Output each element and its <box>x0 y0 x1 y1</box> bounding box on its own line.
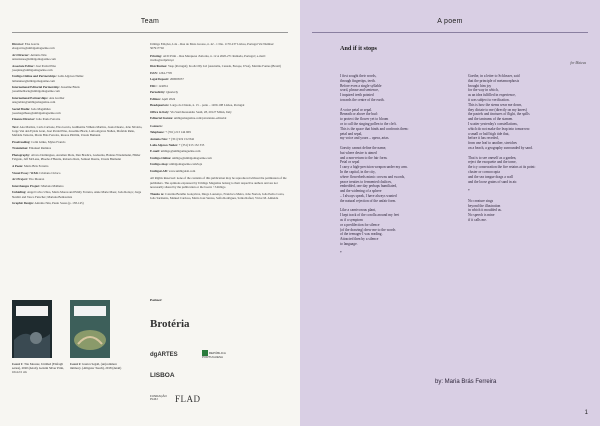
poem-byline: by: Maria Brás Ferreira <box>435 379 497 385</box>
credit-role: Translation: <box>12 146 30 151</box>
credit-entry <box>150 192 288 201</box>
credit-role: Office in Italy: <box>150 109 171 114</box>
credit-role: International Editorial Partnership: <box>12 85 61 90</box>
credit-value: António Néu <box>30 52 47 57</box>
credit-entry <box>150 116 288 120</box>
credit-role: Thanks to: <box>150 192 166 197</box>
credit-entry <box>150 149 288 153</box>
credit-role: Interchanges Project: <box>12 183 42 188</box>
credit-role: Contacts: <box>150 123 163 128</box>
poem-heading: A poem <box>437 18 463 25</box>
poem-dedication: for Mateus <box>570 61 586 65</box>
cover-2-image <box>70 300 110 358</box>
team-column-right <box>150 42 288 203</box>
publisher-address: Umbigo Edições, Lda – Rua do Mato Grosso, n. 42 - 1 Dto. 1170-237 Lisboa, Portugal Vat Number: 507917702 <box>150 42 275 51</box>
credit-value: António Néu, Paulo Sousa (p. 138-145) <box>34 201 84 206</box>
credit-role: E-mail: <box>150 149 161 154</box>
credit-entry <box>12 190 144 199</box>
credit-entry <box>150 137 288 141</box>
partner-label: Partner: <box>150 298 163 302</box>
credit-email: antonionea@umbigomagazine.com <box>12 57 56 62</box>
page-number: 1 <box>584 410 588 416</box>
poem-stanza: I first sought their words, through fingertips, teeth. Before even a single syllable word, phrase and sentence, I inquired teeth pointed towards the centre of the earth. <box>340 74 385 102</box>
credit-value: João Paulo Ferreira <box>36 117 61 122</box>
republica-portuguesa-logo <box>202 350 238 360</box>
credit-entry <box>150 110 288 114</box>
credit-entry <box>150 64 288 68</box>
credit-role: Finance Director: <box>12 117 37 122</box>
credit-entry <box>150 54 288 63</box>
staff-list <box>12 42 144 122</box>
credits-list <box>12 125 144 162</box>
credit-value: Josseline Black <box>60 85 80 90</box>
credit-entry <box>150 156 288 160</box>
credit-role: Edition: <box>150 96 162 101</box>
credit-entry <box>150 169 288 173</box>
heading-rule <box>12 32 288 33</box>
credit-entry <box>12 164 144 168</box>
credit-value: umbigo@umbigomagazine.com <box>160 149 201 154</box>
poem-stanza: A voice petal or sepal. Beneath or above the bud: to protect the flower yet to bloom or to call the singing pollen to the cleft. This is the space that binds and confronts them: petal and sepal, my voice and yours – opera, arias. <box>340 107 409 141</box>
rights-notice: All Rights Reserved: none of the contents of this publication may be reproduced without the permission of the publishers. The opinions expressed by Umbigo Magazine belong to their respective authors and are not necessarily shared by the publication or the board. ©Umbigo <box>150 176 287 189</box>
credit-role: Printing: <box>150 53 163 58</box>
poem-stanza: No creature sings beyond the illustration in which it moulded us. No speech is mine if it calls me. <box>468 198 502 222</box>
credit-value: 1264-7705 <box>158 70 173 75</box>
credit-role: Social Media: <box>12 106 31 111</box>
republica-portuguesa-label: REPÚBLICA PORTUGUESA <box>202 350 226 359</box>
flad-logo: FLAD <box>175 394 201 404</box>
credit-value: www.umbigolab.com <box>168 168 196 173</box>
lisboa-logo: LISBOA <box>150 372 175 379</box>
credit-role: Associate Editor: <box>12 63 36 68</box>
credit-role: Distribution: <box>150 64 168 69</box>
team-column-left <box>12 42 144 208</box>
cover-1-text: Tito Mouraz, Untitled (Enfragh series), 2020 (detail), Gelatin Silver Print, 10x12.5 cm <box>12 362 64 375</box>
credit-value: Largo do Chiado, n. 15 – patio – 1200-108 Lisboa, Portugal <box>170 103 245 108</box>
credit-role: ISSN: <box>150 70 159 75</box>
credit-entry <box>12 107 144 116</box>
credit-entry <box>12 96 144 105</box>
heading-rule <box>312 32 588 33</box>
credit-entry <box>12 53 144 62</box>
credit-role: Unfolding: <box>12 190 28 195</box>
credit-role: Proofreading: <box>12 139 32 144</box>
poem-page <box>300 0 600 426</box>
credit-value: umbigomagazine.com/pt/estatuto-editorial <box>173 116 227 121</box>
credit-email: josepina@umbigomagazine.com <box>12 67 53 72</box>
printing-info <box>150 54 288 121</box>
cover-2-art <box>70 300 110 358</box>
cover-2-caption <box>70 362 128 370</box>
credit-role: Periodicity: <box>150 90 167 95</box>
poem-stanza: Goethe, in a letter to Schlosser, said that the principle of metamorphosis brought him joy for the way in which, as an idea fulfilled in experience, it was subject to verification. This is how the stems wear me down, they dictate to me (directly on my knees) the pastels and tinctures of flight, the spills and the tantrums of the stamen. I scatter yesterday's constellations, which do not make the leap into tomorrow: a small or half high tide that, before it has receded, from one leaf to another, stretches on a beach, a geography surrounded by sand. <box>468 74 533 150</box>
credit-value: April 2024 <box>161 96 176 101</box>
credit-value: Via Sant'Alessandro Sauli, 28, 20127 Milan, Italy <box>170 109 232 114</box>
cover-1-caption <box>12 362 70 375</box>
credit-entry <box>12 171 144 175</box>
credit-value: Angel Calvo Ulloa, Maria Moreu and Emily Ferreira, Anne Marie Maes; João Rolaça; Jorge Nesbitt and Vasco Futscher; Mariana Benlasrista <box>12 190 142 199</box>
poem-column-left <box>340 74 458 261</box>
credit-role: Text: <box>12 124 20 129</box>
dgartes-logo: dgARTES <box>150 352 178 358</box>
credit-entry <box>12 85 144 94</box>
credit-entry <box>12 146 144 150</box>
credit-value: Cristiano Ciríaco <box>39 170 61 175</box>
poem-title: And if it stops <box>340 45 377 52</box>
contributors-list <box>12 164 144 205</box>
credit-role: Art Project: <box>12 177 29 182</box>
credit-role: ERC: <box>150 83 159 88</box>
credit-value: Mariana Malheiro <box>41 183 64 188</box>
credit-entry <box>150 77 288 81</box>
credit-value: ACD Print – Rua Marquesa d'Alorna, n. 12 A 2620-271 Ramada, Portugal | e-mail: ricelia@acdprint.pt <box>150 53 266 62</box>
contacts-list <box>150 124 288 174</box>
credit-value: João Magalhães <box>30 106 51 111</box>
credit-entry <box>150 162 288 166</box>
credit-entry <box>150 143 288 147</box>
credit-entry <box>12 201 144 205</box>
credit-value: + (351) 919 152 842 <box>168 136 195 141</box>
credit-role: Legal Deposit: <box>150 77 170 82</box>
credit-role: Visual Essay: W&K <box>12 170 40 175</box>
poem-stanza: Like a carnivorous plant, I kept track of the corolla around my feet as if a symptom or a predilection for silence (of the drawing) drew me to the words of the teenager I was reading. Attracted then by a silence to language. <box>340 208 400 246</box>
cover-2-label: Cover 2: <box>70 362 82 366</box>
cover-1-art <box>12 300 52 358</box>
credit-value: 260003037 <box>169 77 184 82</box>
credit-email: josselineblack@umbigomagazine.com <box>12 89 60 94</box>
credit-email: lailanunez@umbigomagazine.com <box>12 78 55 83</box>
credit-email: elsagarcia@umbigomagazine.com <box>12 46 55 51</box>
poem-stanza: * <box>340 251 342 256</box>
credit-entry <box>150 97 288 101</box>
credit-value: Vasp (Portugal); Ka & Olly Ltd (Australia, Canada, Europe, USA), Martins Fontes (Brazil) <box>167 64 281 69</box>
credit-value: Quarterly <box>166 90 179 95</box>
credit-entry <box>12 117 144 121</box>
cover-1-image <box>12 300 52 358</box>
credit-value: José Pardal Pina <box>35 63 56 68</box>
credit-value: Catarina Botelho Gonçalves, Diogo Lourenço, Francisco Meira, João Norton, João Pedro Costa, João Sarmento, Manuel Cardoso, Maria José Santos, Sofia Rodrigues, Sónia Rafael, Victor M. Almeida <box>150 192 285 201</box>
credit-value: umbigomagazine.com/loja <box>169 162 203 167</box>
credit-role: International Partnerships: <box>12 95 50 100</box>
credit-entry <box>12 42 144 51</box>
credit-entry <box>12 177 144 181</box>
credit-value: umbigo@umbigomagazine.com <box>172 155 212 160</box>
credit-email: joaomagalhaes@umbigomagazine.com <box>12 110 61 115</box>
credit-role: UmbigoLAB: <box>150 168 169 173</box>
credit-value: Elsa Garcia <box>24 42 40 46</box>
credit-value: Alvaro Domingues, Aurelien Mole, Dan Bradica, Gaduatna, Hannes Wiedemann, Hilder Falgado, Jeff McLane, Phoebe d'Heurle, Roberto Ruiz, Samuel Duarte, Ursula Biemann <box>12 152 141 162</box>
credit-entry <box>12 184 144 188</box>
credit-entry <box>12 140 144 144</box>
credit-role: Director: <box>12 42 25 46</box>
credit-value: Ana Martins, Carla Carbone, Elsa Garcia, Guilherme Vilhena Martins, Joana Duarte, João Silvério, Jorge Van den Eynde Gran, José Pardal Pina, Josseline Black, Laila Algaves Nuñez, Mafalda Ruão, Mafalda Teixeira, Maria Brás Ferreira, Rosrea Pittilini, Ursula Bumann <box>12 124 143 138</box>
credit-role: Telephone: <box>150 130 166 135</box>
credit-role: Headquarters: <box>150 103 171 108</box>
credit-entry <box>150 130 288 134</box>
credit-entry <box>12 153 144 162</box>
credit-value: Tito Mouraz <box>28 177 45 182</box>
thanks-list <box>150 192 288 201</box>
credit-entry <box>150 84 288 88</box>
poem-stanza: * <box>468 189 470 194</box>
credit-email: anagrebler@umbigomagazine.com <box>12 100 56 105</box>
credit-value: + (351) 913 152 335 <box>178 143 205 147</box>
cover-2-text: Jessica Segall, (un)common intimacy. (Alligator Touch), 2018 (detail) <box>70 362 122 371</box>
credit-entry <box>12 64 144 73</box>
credit-entry <box>150 71 288 75</box>
poem-column-right <box>468 74 590 228</box>
team-heading: Team <box>140 18 160 25</box>
credit-role: Editorial Statute: <box>150 116 174 121</box>
credit-role: António Néu: <box>150 136 169 141</box>
poem-stanza: Gravity cannot define the name, but where desire is aimed and a non-return to the fair form. Petal or sepal I carry a high-precision weapon under my arm. In the capital, in the city, where flowerbeds mimic crowns and swords, peace treaties to fermented chalices, embedded, one day perhaps humiliated, and the widening of a sphere – I always speak, I have always wanted the natural rejection of the unfair form. <box>340 145 408 203</box>
cover-1-label: Cover 1: <box>12 362 24 366</box>
credit-value: Laila Algaves Nuñez <box>57 74 84 79</box>
credit-role: Graphic Design: <box>12 201 35 206</box>
credit-value: Ana Grebler <box>49 95 65 100</box>
credit-role: A Poem: <box>12 164 25 169</box>
credit-role: Umbigo shop: <box>150 162 170 167</box>
poem-stanza: That is to see oneself as a garden, reject the exoquette and the tome, the icy consecration the fire retains at its point: cluster or corncocopia and the sea tongue drags a wall and the loose grains of sand in air. <box>468 155 536 184</box>
credit-entry <box>12 74 144 83</box>
credit-value: Emanuel Ramires <box>29 146 52 151</box>
credit-entry <box>150 103 288 107</box>
fundacao-plmj-logo: FUNDAÇÃO PLMJ <box>150 394 167 402</box>
credit-role: Umbigo Online and Partnerships: <box>12 74 58 79</box>
credit-value: Colin Ginks, Myles Francis <box>31 139 66 144</box>
credit-value: 124054 <box>158 83 168 88</box>
credit-role: Laila Algaves Nuñez: <box>150 143 179 147</box>
credit-entry <box>150 90 288 94</box>
credit-entry <box>150 124 288 128</box>
credit-role: Art Director: <box>12 52 31 57</box>
credit-value: + (351) 213 144 609 <box>165 130 191 135</box>
broteria-logo: Brotéria <box>150 318 190 330</box>
credit-role: Umbigo Online: <box>150 155 173 160</box>
credit-value: Maria Brás Ferreira <box>24 164 49 169</box>
credit-entry <box>12 125 144 138</box>
credit-role: Photography: <box>12 152 31 157</box>
